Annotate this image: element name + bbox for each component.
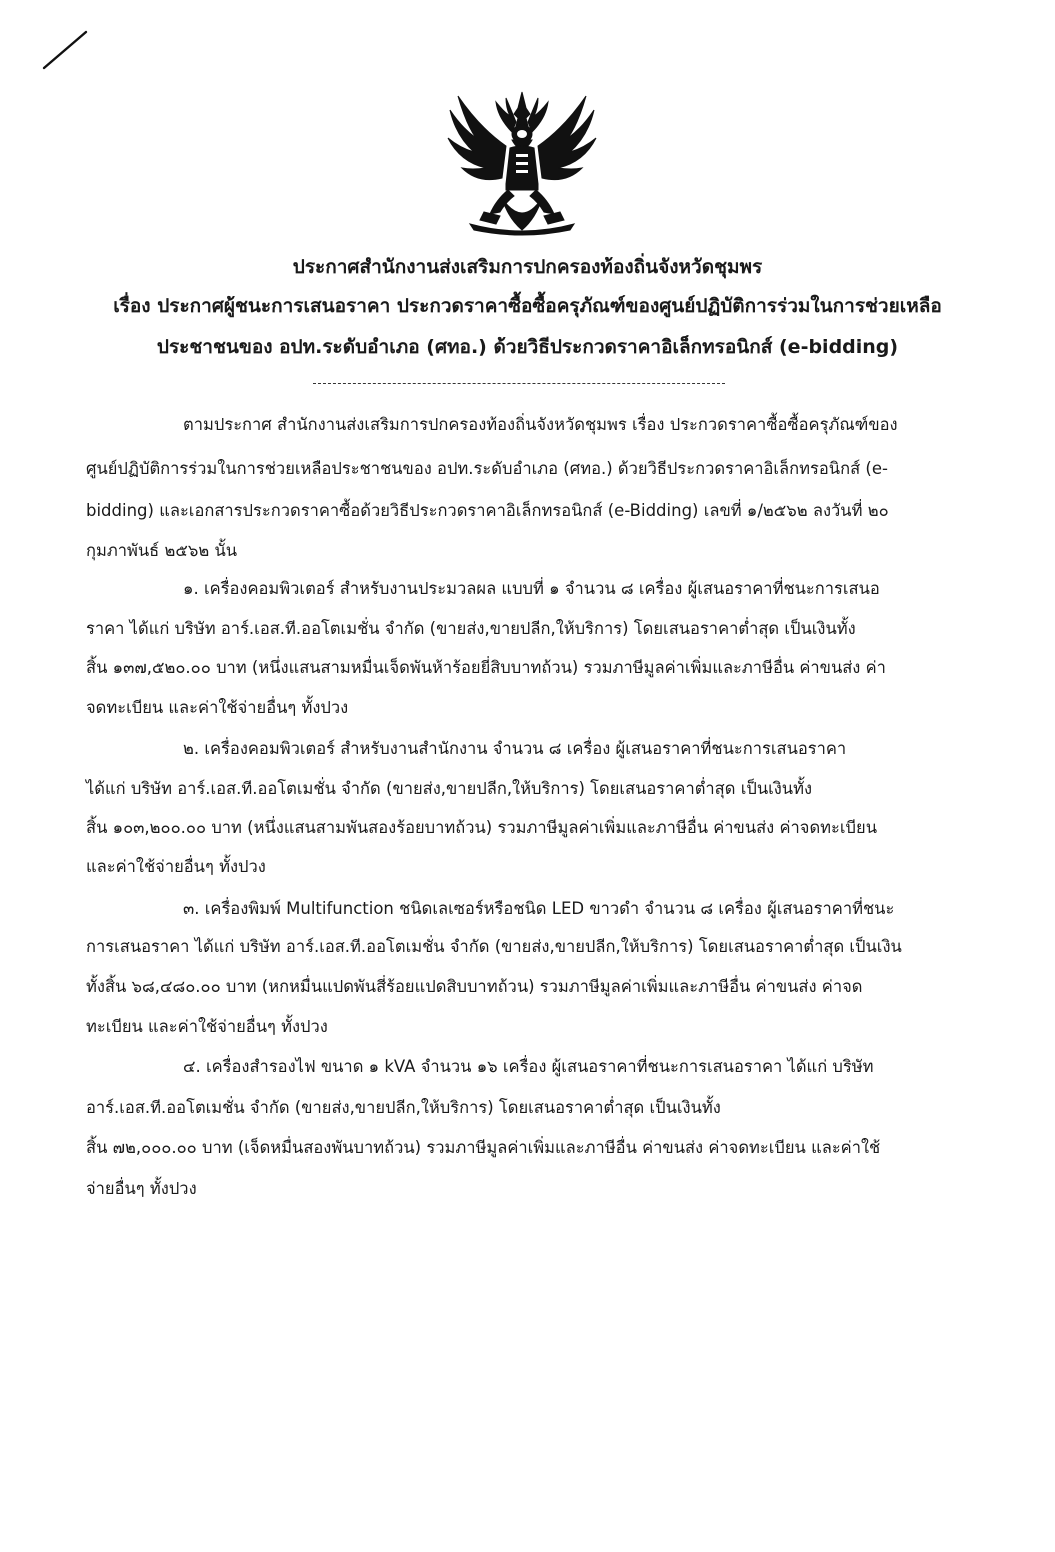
item-4-line-3: สิ้น ๗๒,๐๐๐.๐๐ บาท (เจ็ดหมื่นสองพันบาทถ้วน) รวมภาษีมูลค่าเพิ่มและภาษีอื่น ค่าขนส่ง ค่าจดทะเบียน และค่าใช้ — [86, 1138, 881, 1157]
item-3-line-1: ๓. เครื่องพิมพ์ Multifunction ชนิดเลเซอร์หรือชนิด LED ขาวดำ จำนวน ๘ เครื่อง ผู้เสนอราคาที่ชนะ — [183, 899, 895, 918]
item-1-line-4: จดทะเบียน และค่าใช้จ่ายอื่นๆ ทั้งปวง — [86, 698, 349, 717]
dashed-divider — [313, 383, 725, 384]
item-4-line-4: จ่ายอื่นๆ ทั้งปวง — [86, 1179, 197, 1198]
item-4-line-2: อาร์.เอส.ที.ออโตเมชั่น จำกัด (ขายส่ง,ขายปลีก,ให้บริการ) โดยเสนอราคาต่ำสุด เป็นเงินทั้ง — [86, 1098, 721, 1117]
item-2-line-1: ๒. เครื่องคอมพิวเตอร์ สำหรับงานสำนักงาน จำนวน ๘ เครื่อง ผู้เสนอราคาที่ชนะการเสนอราคา — [183, 739, 847, 758]
intro-line-1: ตามประกาศ สำนักงานส่งเสริมการปกครองท้องถิ่นจังหวัดชุมพร เรื่อง ประกวดราคาซื้อซื้อครุภัณฑ์ของ — [183, 415, 898, 434]
announcement-title: ประกาศสำนักงานส่งเสริมการปกครองท้องถิ่นจังหวัดชุมพร — [292, 256, 763, 278]
pen-stroke-mark — [40, 28, 90, 72]
item-3-line-4: ทะเบียน และค่าใช้จ่ายอื่นๆ ทั้งปวง — [86, 1017, 328, 1036]
item-1-line-3: สิ้น ๑๓๗,๕๒๐.๐๐ บาท (หนึ่งแสนสามหมื่นเจ็ดพันห้าร้อยยี่สิบบาทถ้วน) รวมภาษีมูลค่าเพิ่มและภาษีอื่น ค่าขนส่ง ค่า — [86, 658, 886, 677]
item-1-line-2: ราคา ได้แก่ บริษัท อาร์.เอส.ที.ออโตเมชั่น จำกัด (ขายส่ง,ขายปลีก,ให้บริการ) โดยเสนอราคาต่ำสุด เป็นเงินทั้ง — [86, 619, 856, 638]
item-3-line-3: ทั้งสิ้น ๖๘,๔๘๐.๐๐ บาท (หกหมื่นแปดพันสี่ร้อยแปดสิบบาทถ้วน) รวมภาษีมูลค่าเพิ่มและภาษีอื่น ค่าขนส่ง ค่าจด — [86, 977, 863, 996]
item-2-line-2: ได้แก่ บริษัท อาร์.เอส.ที.ออโตเมชั่น จำกัด (ขายส่ง,ขายปลีก,ให้บริการ) โดยเสนอราคาต่ำสุด เป็นเงินทั้ง — [86, 779, 813, 798]
announcement-subject-line2: ประชาชนของ อปท.ระดับอำเภอ (ศทอ.) ด้วยวิธีประกวดราคาอิเล็กทรอนิกส์ (e-bidding) — [156, 336, 899, 358]
intro-line-3: bidding) และเอกสารประกวดราคาซื้อด้วยวิธีประกวดราคาอิเล็กทรอนิกส์ (e-Bidding) เลขที่ ๑/๒๕๖๒ ลงวันที่ ๒๐ — [86, 501, 889, 520]
item-1-line-1: ๑. เครื่องคอมพิวเตอร์ สำหรับงานประมวลผล แบบที่ ๑ จำนวน ๘ เครื่อง ผู้เสนอราคาที่ชนะการเสนอ — [183, 579, 880, 598]
item-2-line-4: และค่าใช้จ่ายอื่นๆ ทั้งปวง — [86, 857, 266, 876]
announcement-subject-line1: เรื่อง ประกาศผู้ชนะการเสนอราคา ประกวดราคาซื้อซื้อครุภัณฑ์ของศูนย์ปฏิบัติการร่วมในการช่วยเหลือ — [113, 295, 942, 317]
garuda-emblem-icon — [440, 88, 604, 236]
item-3-line-2: การเสนอราคา ได้แก่ บริษัท อาร์.เอส.ที.ออโตเมชั่น จำกัด (ขายส่ง,ขายปลีก,ให้บริการ) โดยเสนอราคาต่ำสุด เป็นเงิน — [86, 937, 902, 956]
item-4-line-1: ๔. เครื่องสำรองไฟ ขนาด ๑ kVA จำนวน ๑๖ เครื่อง ผู้เสนอราคาที่ชนะการเสนอราคา ได้แก่ บริษัท — [183, 1057, 874, 1076]
intro-line-4: กุมภาพันธ์ ๒๕๖๒ นั้น — [86, 541, 237, 560]
item-2-line-3: สิ้น ๑๐๓,๒๐๐.๐๐ บาท (หนึ่งแสนสามพันสองร้อยบาทถ้วน) รวมภาษีมูลค่าเพิ่มและภาษีอื่น ค่าขนส่ง ค่าจดทะเบียน — [86, 818, 877, 837]
intro-line-2: ศูนย์ปฏิบัติการร่วมในการช่วยเหลือประชาชนของ อปท.ระดับอำเภอ (ศทอ.) ด้วยวิธีประกวดราคาอิเล็กทรอนิกส์ (e- — [86, 459, 888, 478]
